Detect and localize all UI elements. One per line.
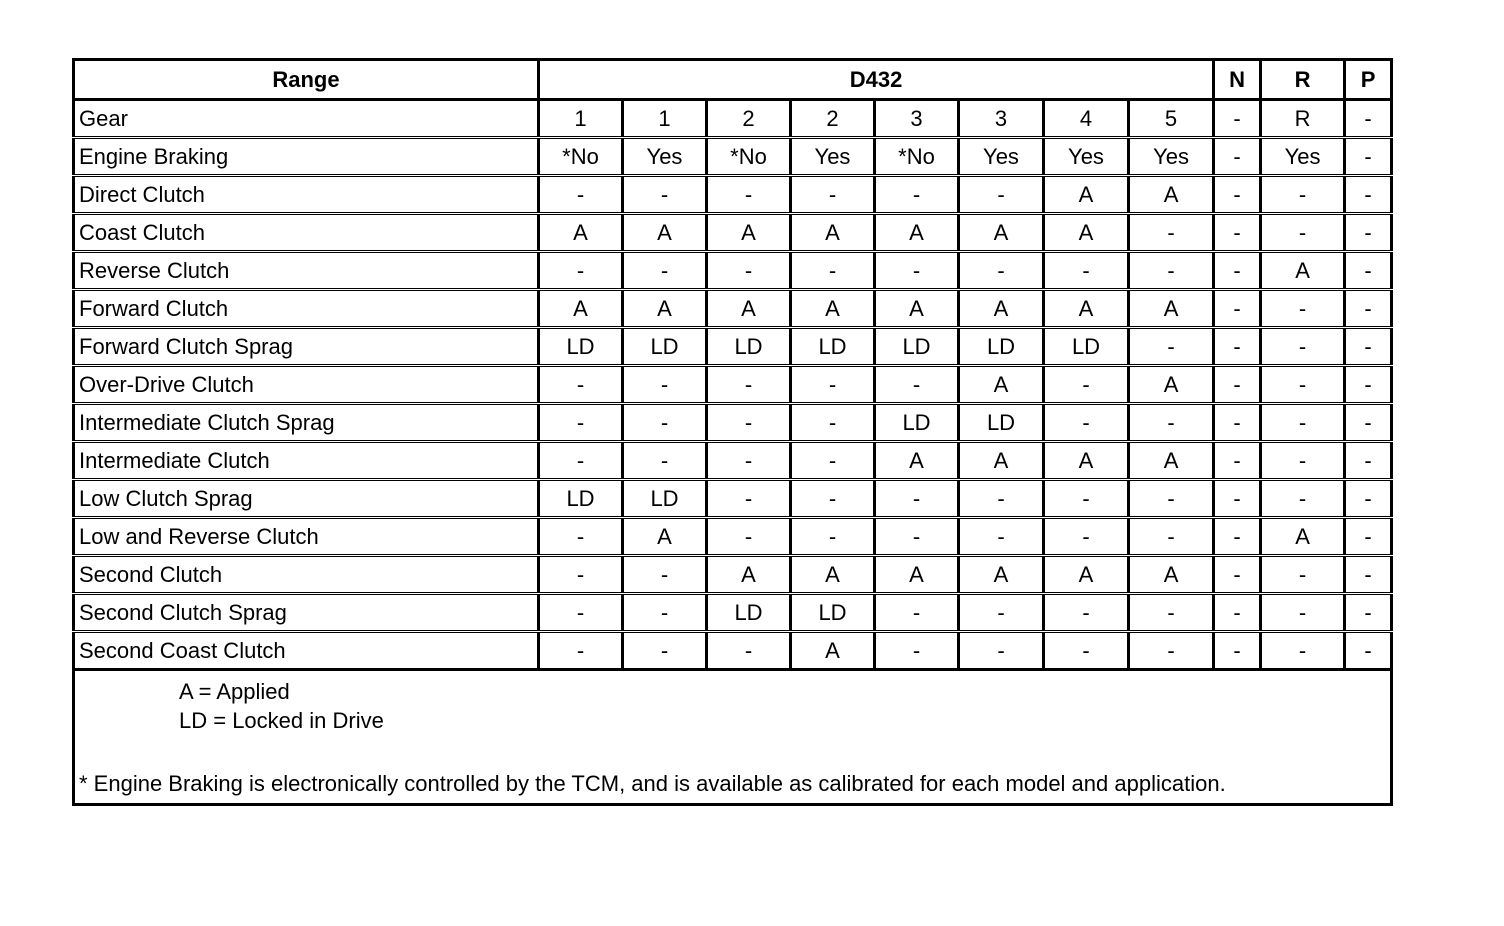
component-row xyxy=(74,442,1392,480)
application-cell: - xyxy=(1261,442,1345,480)
component-label: Second Coast Clutch xyxy=(74,632,539,670)
application-cell: - xyxy=(1261,556,1345,594)
application-cell: - xyxy=(875,176,959,214)
application-cell: - xyxy=(707,442,791,480)
application-cell: A xyxy=(1129,556,1214,594)
application-cell: A xyxy=(623,290,707,328)
gear-cell: 1 xyxy=(623,100,707,138)
application-cell: - xyxy=(1129,252,1214,290)
application-cell: A xyxy=(1129,442,1214,480)
range-group-p: P xyxy=(1345,60,1392,100)
application-cell: - xyxy=(539,518,623,556)
application-cell: *No xyxy=(707,138,791,176)
application-cell: - xyxy=(707,176,791,214)
application-cell: A xyxy=(1044,442,1129,480)
application-cell: - xyxy=(623,404,707,442)
application-cell: - xyxy=(1261,214,1345,252)
application-cell: - xyxy=(1129,328,1214,366)
application-cell: - xyxy=(707,366,791,404)
application-cell: A xyxy=(623,518,707,556)
application-cell: A xyxy=(959,214,1044,252)
component-label: Low and Reverse Clutch xyxy=(74,518,539,556)
component-label: Second Clutch Sprag xyxy=(74,594,539,632)
application-cell: - xyxy=(1345,138,1392,176)
application-cell: Yes xyxy=(791,138,875,176)
application-cell: - xyxy=(1261,366,1345,404)
application-cell: A xyxy=(707,556,791,594)
application-cell: LD xyxy=(875,328,959,366)
application-cell: A xyxy=(1129,290,1214,328)
gear-cell: - xyxy=(1345,100,1392,138)
application-cell: - xyxy=(539,594,623,632)
application-cell: - xyxy=(1345,480,1392,518)
application-cell: - xyxy=(1044,252,1129,290)
application-cell: LD xyxy=(1044,328,1129,366)
application-cell: - xyxy=(623,594,707,632)
application-cell: A xyxy=(1044,556,1129,594)
application-cell: A xyxy=(1261,252,1345,290)
application-cell: - xyxy=(1214,290,1261,328)
gear-row-label: Gear xyxy=(74,100,539,138)
application-cell: - xyxy=(1129,404,1214,442)
application-cell: A xyxy=(1044,214,1129,252)
range-header: Range xyxy=(74,60,539,100)
application-cell: - xyxy=(875,518,959,556)
application-cell: - xyxy=(875,632,959,670)
application-cell: - xyxy=(1129,480,1214,518)
application-cell: - xyxy=(1044,518,1129,556)
component-row xyxy=(74,366,1392,404)
application-cell: - xyxy=(1044,632,1129,670)
application-cell: LD xyxy=(959,328,1044,366)
component-label: Engine Braking xyxy=(74,138,539,176)
gear-cell: 2 xyxy=(707,100,791,138)
application-cell: - xyxy=(1345,252,1392,290)
component-row xyxy=(74,518,1392,556)
application-cell: - xyxy=(1345,214,1392,252)
application-cell: - xyxy=(1345,328,1392,366)
application-cell: LD xyxy=(539,480,623,518)
application-cell: A xyxy=(539,214,623,252)
application-cell: - xyxy=(1345,594,1392,632)
component-row xyxy=(74,138,1392,176)
application-cell: LD xyxy=(539,328,623,366)
application-cell: *No xyxy=(539,138,623,176)
component-label: Forward Clutch xyxy=(74,290,539,328)
application-cell: A xyxy=(791,632,875,670)
component-row xyxy=(74,328,1392,366)
application-cell: A xyxy=(1129,176,1214,214)
application-cell: - xyxy=(623,632,707,670)
application-cell: LD xyxy=(959,404,1044,442)
application-cell: Yes xyxy=(959,138,1044,176)
application-cell: A xyxy=(791,214,875,252)
application-cell: - xyxy=(1261,594,1345,632)
application-cell: LD xyxy=(623,328,707,366)
application-cell: Yes xyxy=(1129,138,1214,176)
application-cell: - xyxy=(875,252,959,290)
application-cell: - xyxy=(791,518,875,556)
application-cell: Yes xyxy=(1044,138,1129,176)
component-row xyxy=(74,404,1392,442)
component-label: Coast Clutch xyxy=(74,214,539,252)
application-cell: - xyxy=(1214,442,1261,480)
component-label: Second Clutch xyxy=(74,556,539,594)
application-cell: A xyxy=(1044,290,1129,328)
application-cell: - xyxy=(1129,518,1214,556)
application-cell: - xyxy=(1044,480,1129,518)
application-cell: A xyxy=(875,290,959,328)
application-cell: - xyxy=(875,594,959,632)
application-cell: - xyxy=(1345,290,1392,328)
application-cell: - xyxy=(1044,366,1129,404)
application-cell: - xyxy=(539,632,623,670)
application-cell: - xyxy=(791,442,875,480)
application-cell: - xyxy=(1345,556,1392,594)
gear-cell: 2 xyxy=(791,100,875,138)
application-cell: - xyxy=(1345,632,1392,670)
application-cell: - xyxy=(1044,404,1129,442)
component-label: Intermediate Clutch xyxy=(74,442,539,480)
application-cell: - xyxy=(959,480,1044,518)
application-cell: A xyxy=(959,442,1044,480)
gear-row xyxy=(74,100,1392,138)
application-cell: - xyxy=(1214,518,1261,556)
application-cell: - xyxy=(623,176,707,214)
application-cell: - xyxy=(623,556,707,594)
application-cell: - xyxy=(1345,404,1392,442)
range-header-row xyxy=(74,60,1392,100)
application-cell: Yes xyxy=(623,138,707,176)
application-cell: - xyxy=(1261,290,1345,328)
application-cell: LD xyxy=(707,594,791,632)
clutch-application-chart xyxy=(72,58,1393,806)
application-cell: - xyxy=(959,632,1044,670)
application-cell: - xyxy=(1261,328,1345,366)
component-label: Forward Clutch Sprag xyxy=(74,328,539,366)
application-cell: LD xyxy=(707,328,791,366)
gear-cell: 3 xyxy=(959,100,1044,138)
application-cell: - xyxy=(1345,442,1392,480)
legend xyxy=(179,677,384,735)
application-cell: LD xyxy=(875,404,959,442)
application-cell: - xyxy=(1214,214,1261,252)
application-cell: - xyxy=(875,366,959,404)
application-cell: A xyxy=(707,214,791,252)
application-cell: LD xyxy=(791,328,875,366)
application-cell: A xyxy=(875,214,959,252)
component-row xyxy=(74,290,1392,328)
gear-cell: 4 xyxy=(1044,100,1129,138)
component-row xyxy=(74,556,1392,594)
component-label: Intermediate Clutch Sprag xyxy=(74,404,539,442)
application-cell: - xyxy=(539,176,623,214)
application-cell: - xyxy=(1214,632,1261,670)
application-cell: - xyxy=(1214,252,1261,290)
application-cell: - xyxy=(1261,176,1345,214)
gear-cell: R xyxy=(1261,100,1345,138)
application-cell: - xyxy=(1129,632,1214,670)
application-cell: - xyxy=(1214,328,1261,366)
application-cell: - xyxy=(791,252,875,290)
application-cell: A xyxy=(1129,366,1214,404)
application-cell: - xyxy=(791,366,875,404)
gear-cell: 1 xyxy=(539,100,623,138)
application-cell: - xyxy=(539,442,623,480)
application-cell: A xyxy=(959,556,1044,594)
application-cell: - xyxy=(623,442,707,480)
application-cell: A xyxy=(875,442,959,480)
range-group-d432: D432 xyxy=(539,60,1214,100)
application-cell: - xyxy=(959,252,1044,290)
application-cell: - xyxy=(959,594,1044,632)
application-cell: - xyxy=(707,632,791,670)
component-row xyxy=(74,480,1392,518)
application-cell: - xyxy=(1345,176,1392,214)
component-row xyxy=(74,594,1392,632)
application-cell: - xyxy=(623,252,707,290)
gear-cell: - xyxy=(1214,100,1261,138)
gear-cell: 3 xyxy=(875,100,959,138)
application-cell: Yes xyxy=(1261,138,1345,176)
component-row xyxy=(74,632,1392,670)
application-cell: LD xyxy=(623,480,707,518)
legend-locked-in-drive: LD = Locked in Drive xyxy=(179,708,384,733)
component-row xyxy=(74,176,1392,214)
application-cell: - xyxy=(1261,404,1345,442)
application-cell: - xyxy=(1214,404,1261,442)
application-cell: - xyxy=(1214,594,1261,632)
application-cell: - xyxy=(539,252,623,290)
application-cell: - xyxy=(1345,366,1392,404)
application-cell: - xyxy=(1044,594,1129,632)
application-cell: A xyxy=(959,366,1044,404)
application-cell: A xyxy=(1044,176,1129,214)
component-label: Reverse Clutch xyxy=(74,252,539,290)
application-cell: - xyxy=(959,176,1044,214)
application-cell: - xyxy=(1129,594,1214,632)
application-cell: - xyxy=(875,480,959,518)
gear-cell: 5 xyxy=(1129,100,1214,138)
application-cell: - xyxy=(1214,176,1261,214)
application-cell: - xyxy=(623,366,707,404)
application-cell: - xyxy=(1345,518,1392,556)
application-cell: - xyxy=(539,556,623,594)
application-cell: - xyxy=(707,480,791,518)
application-cell: - xyxy=(707,252,791,290)
range-group-n: N xyxy=(1214,60,1261,100)
application-cell: A xyxy=(875,556,959,594)
application-cell: - xyxy=(1129,214,1214,252)
notes-row xyxy=(74,670,1392,805)
engine-braking-footnote: * Engine Braking is electronically controlled by the TCM, and is available as calibrated for each model and application. xyxy=(79,771,1226,796)
application-cell: *No xyxy=(875,138,959,176)
application-cell: A xyxy=(623,214,707,252)
application-cell: - xyxy=(1214,556,1261,594)
component-row xyxy=(74,252,1392,290)
application-cell: A xyxy=(791,556,875,594)
application-cell: - xyxy=(791,176,875,214)
component-label: Direct Clutch xyxy=(74,176,539,214)
component-row xyxy=(74,214,1392,252)
application-cell: A xyxy=(791,290,875,328)
application-cell: - xyxy=(539,404,623,442)
application-cell: - xyxy=(791,404,875,442)
application-cell: A xyxy=(539,290,623,328)
application-cell: A xyxy=(959,290,1044,328)
application-cell: - xyxy=(1214,480,1261,518)
notes-cell xyxy=(74,670,1392,805)
application-cell: - xyxy=(1214,366,1261,404)
legend-applied: A = Applied xyxy=(179,679,290,704)
application-cell: - xyxy=(791,480,875,518)
application-cell: - xyxy=(1261,632,1345,670)
application-cell: LD xyxy=(791,594,875,632)
application-cell: - xyxy=(707,518,791,556)
range-group-r: R xyxy=(1261,60,1345,100)
application-cell: - xyxy=(707,404,791,442)
application-cell: - xyxy=(1214,138,1261,176)
application-cell: - xyxy=(539,366,623,404)
component-label: Over-Drive Clutch xyxy=(74,366,539,404)
application-cell: - xyxy=(959,518,1044,556)
application-cell: - xyxy=(1261,480,1345,518)
application-cell: A xyxy=(707,290,791,328)
application-cell: A xyxy=(1261,518,1345,556)
component-label: Low Clutch Sprag xyxy=(74,480,539,518)
